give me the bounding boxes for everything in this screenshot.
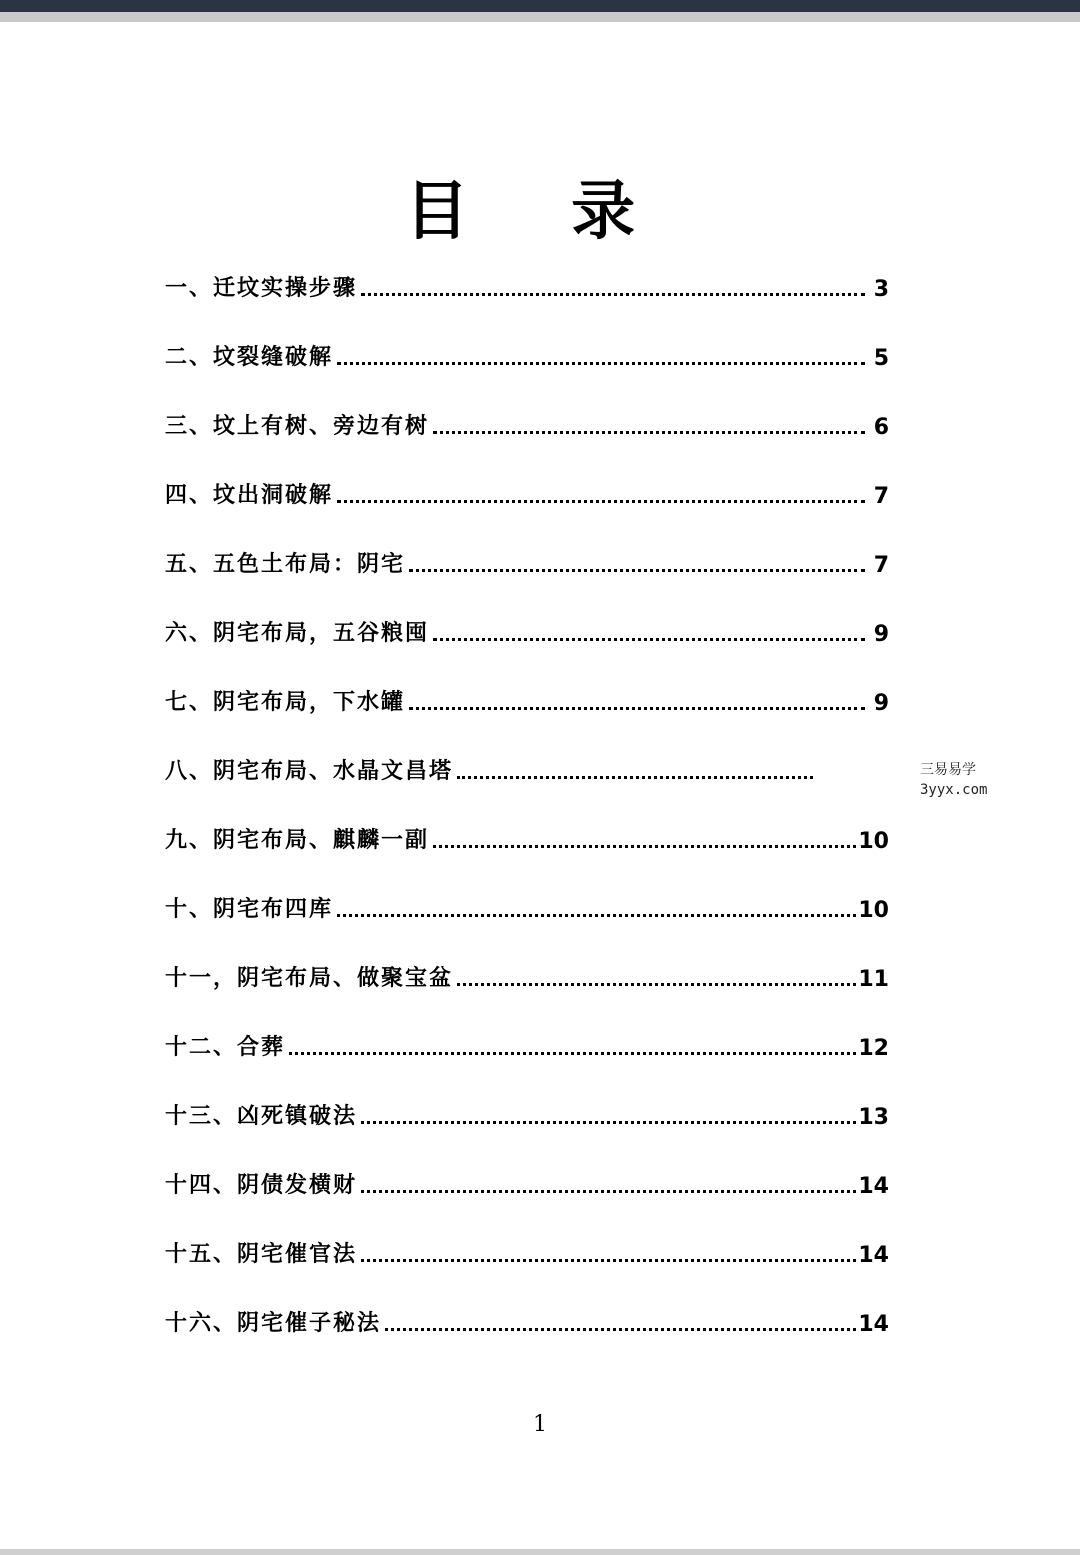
page-title: 目 录 bbox=[404, 174, 676, 249]
toc-dot-leader bbox=[289, 1052, 856, 1055]
toc-entry-page: 14 bbox=[858, 1312, 889, 1337]
toc-entry-page: 13 bbox=[858, 1105, 889, 1130]
top-divider bbox=[0, 12, 1080, 22]
toc-entry-page: 10 bbox=[858, 898, 889, 923]
toc-entry-label: 八、阴宅布局、水晶文昌塔 bbox=[165, 759, 454, 784]
toc-entry-label: 二、坟裂缝破解 bbox=[165, 345, 334, 370]
toc-dot-leader bbox=[361, 1259, 856, 1262]
toc-entry-page: 11 bbox=[858, 967, 889, 992]
toc-dot-leader bbox=[337, 500, 865, 503]
toc-entry[interactable] bbox=[165, 1090, 889, 1130]
toc-entry-page: 12 bbox=[858, 1036, 889, 1061]
toc-entry[interactable] bbox=[165, 676, 889, 716]
toc-dot-leader bbox=[361, 1121, 856, 1124]
top-window-bar bbox=[0, 0, 1080, 12]
toc-entry-page: 5 bbox=[873, 346, 889, 371]
toc-dot-leader bbox=[457, 983, 856, 986]
toc-entry[interactable] bbox=[165, 607, 889, 647]
toc-entry[interactable] bbox=[165, 883, 889, 923]
toc-entry-page: 10 bbox=[858, 829, 889, 854]
toc-dot-leader bbox=[409, 569, 865, 572]
toc-dot-leader bbox=[361, 293, 865, 296]
toc-entry[interactable] bbox=[165, 469, 889, 509]
toc-entry-label: 十、阴宅布四库 bbox=[165, 897, 334, 922]
toc-entry-label: 五、五色土布局：阴宅 bbox=[165, 552, 406, 577]
toc-dot-leader bbox=[337, 914, 856, 917]
toc-entry-page: 3 bbox=[873, 277, 889, 302]
toc-dot-leader bbox=[433, 845, 856, 848]
toc-entry-label: 三、坟上有树、旁边有树 bbox=[165, 414, 430, 439]
document-page bbox=[0, 22, 1080, 1549]
toc-entry-label: 十一，阴宅布局、做聚宝盆 bbox=[165, 966, 454, 991]
toc-entry-page: 9 bbox=[873, 622, 889, 647]
toc-entry-label: 十二、合葬 bbox=[165, 1035, 286, 1060]
toc-dot-leader bbox=[433, 431, 865, 434]
toc-entry[interactable] bbox=[165, 1228, 889, 1268]
toc-entry-page: 9 bbox=[873, 691, 889, 716]
toc-entry-page: 6 bbox=[873, 415, 889, 440]
toc-dot-leader bbox=[337, 362, 865, 365]
watermark-line1: 三易易学 bbox=[920, 762, 976, 778]
toc-entry-label: 七、阴宅布局，下水罐 bbox=[165, 690, 406, 715]
toc-entry-label: 四、坟出洞破解 bbox=[165, 483, 334, 508]
watermark bbox=[920, 760, 987, 800]
toc-entry-label: 十五、阴宅催官法 bbox=[165, 1242, 358, 1267]
toc-entry[interactable] bbox=[165, 538, 889, 578]
toc-entry-label: 九、阴宅布局、麒麟一副 bbox=[165, 828, 430, 853]
toc-entry[interactable] bbox=[165, 400, 889, 440]
toc-entry[interactable] bbox=[165, 814, 889, 854]
toc-entry[interactable] bbox=[165, 262, 889, 302]
toc-entry-page: 7 bbox=[873, 484, 889, 509]
toc-entry-label: 一、迁坟实操步骤 bbox=[165, 276, 358, 301]
toc-entry[interactable] bbox=[165, 952, 889, 992]
toc-entry-page: 14 bbox=[858, 1243, 889, 1268]
watermark-line2: 3yyx.com bbox=[920, 782, 988, 798]
toc-entry[interactable] bbox=[165, 745, 889, 785]
toc-entry-label: 六、阴宅布局，五谷粮囤 bbox=[165, 621, 430, 646]
toc-dot-leader bbox=[385, 1328, 856, 1331]
toc-entry[interactable] bbox=[165, 1297, 889, 1337]
toc-entry[interactable] bbox=[165, 1021, 889, 1061]
toc-entry[interactable] bbox=[165, 331, 889, 371]
toc-entry-label: 十六、阴宅催子秘法 bbox=[165, 1311, 382, 1336]
toc-entry-page: 7 bbox=[873, 553, 889, 578]
toc-dot-leader bbox=[457, 776, 813, 779]
toc-entry-page: 14 bbox=[858, 1174, 889, 1199]
bottom-divider bbox=[0, 1549, 1080, 1555]
toc-dot-leader bbox=[409, 707, 865, 710]
page-number: 1 bbox=[533, 1412, 547, 1437]
toc-dot-leader bbox=[433, 638, 865, 641]
toc-entry-label: 十四、阴债发横财 bbox=[165, 1173, 358, 1198]
toc-entry-label: 十三、凶死镇破法 bbox=[165, 1104, 358, 1129]
toc-dot-leader bbox=[361, 1190, 856, 1193]
toc-entry[interactable] bbox=[165, 1159, 889, 1199]
